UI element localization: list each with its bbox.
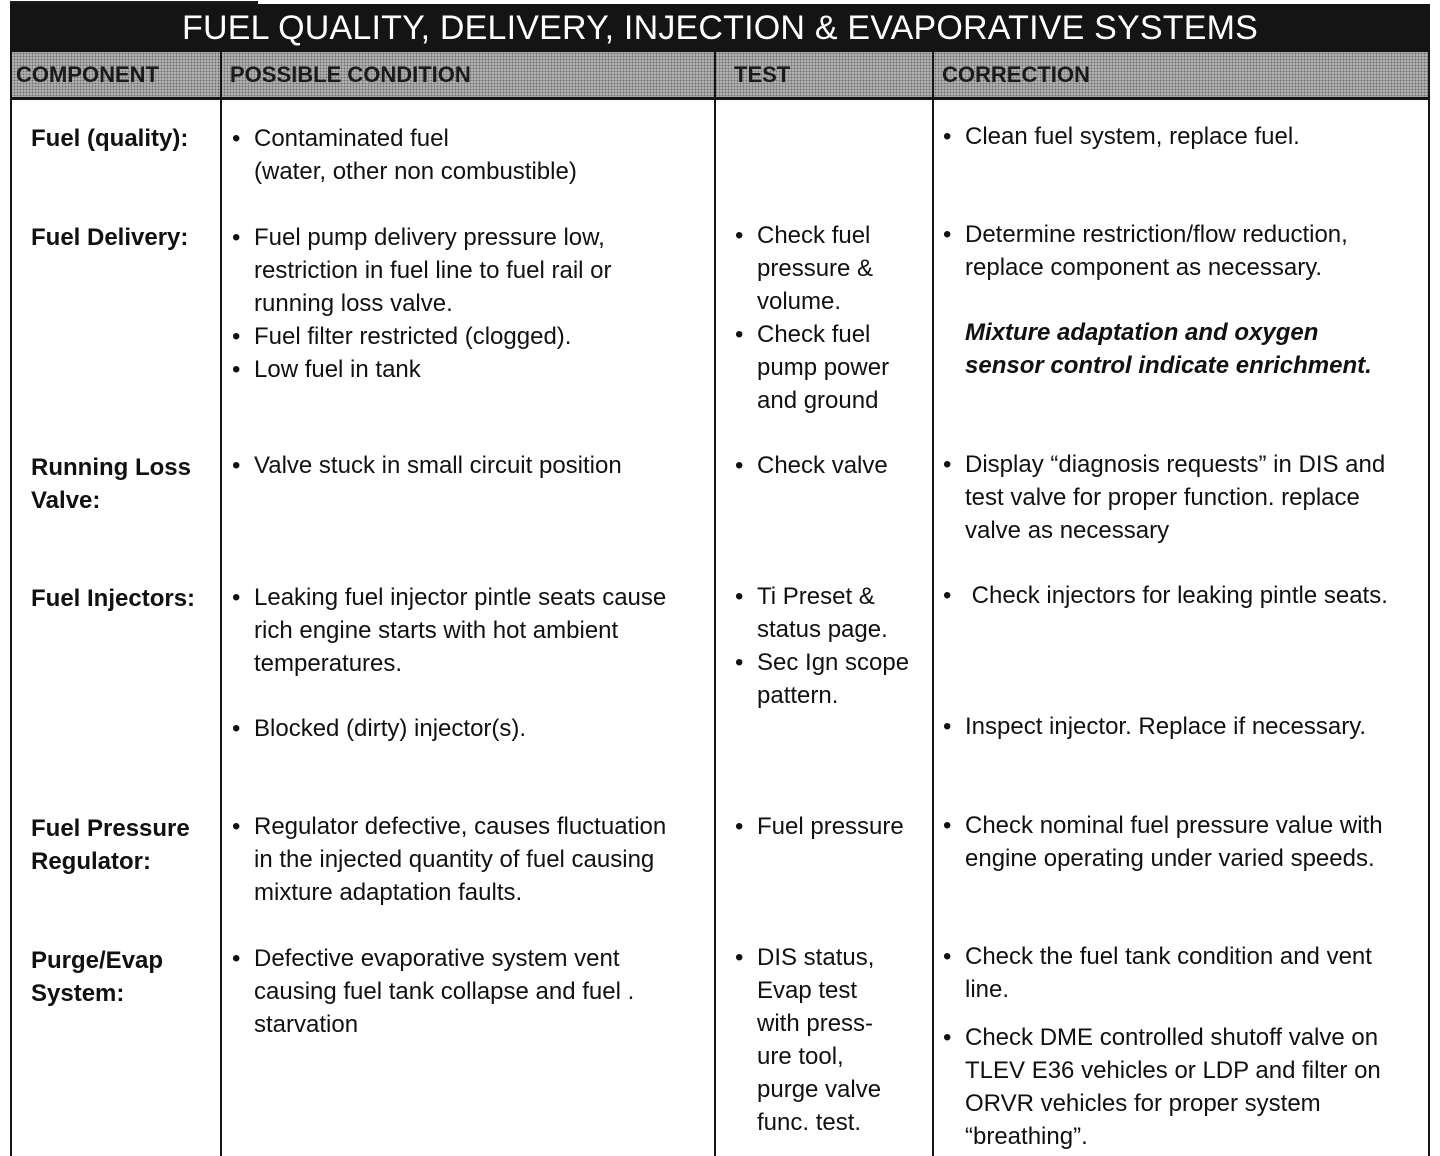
correction-item-continued: line. [965,976,1010,1003]
condition-item: • Fuel filter restricted (clogged). [232,320,612,353]
correction-cell [943,809,1383,875]
correction-item: • Check DME controlled shutoff valve on [943,1021,1381,1054]
header-row [10,52,1430,100]
correction-note [965,316,1372,382]
component-cell [31,812,190,878]
condition-cell [232,810,666,909]
header-possible-condition: POSSIBLE CONDITION [230,61,471,87]
test-item-continued: volume. [757,288,842,315]
correction-item: • Display “diagnosis requests” in DIS and [943,448,1385,481]
header-correction: CORRECTION [942,61,1090,87]
condition-item: • Regulator defective, causes fluctuation [232,810,666,843]
component-name-line: Fuel Delivery: [31,224,189,251]
component-cell [31,122,188,155]
condition-item: • Blocked (dirty) injector(s). [232,712,526,745]
test-item: • Check valve [735,449,888,482]
correction-item-continued: engine operating under varied speeds. [965,845,1375,872]
condition-item-continued: (water, other non combustible) [254,158,577,185]
test-item-continued: pattern. [757,682,839,709]
test-item: • Ti Preset & [735,580,909,613]
condition-item: • Contaminated fuel [232,122,577,155]
condition-item-continued: in the injected quantity of fuel causing [254,846,655,873]
correction-note-line: Mixture adaptation and oxygen [965,319,1319,346]
condition-item-continued: causing fuel tank collapse and fuel . [254,978,635,1005]
correction-cell [943,579,1388,612]
condition-item-continued: starvation [254,1011,359,1038]
test-item-continued: Evap test [757,977,858,1004]
correction-item-continued: ORVR vehicles for proper system [965,1090,1321,1117]
correction-item: • Determine restriction/flow reduction, [943,218,1348,251]
correction-cell [943,120,1300,153]
header-component: COMPONENT [16,61,159,87]
condition-item: • Defective evaporative system vent [232,942,634,975]
condition-cell [232,122,577,188]
correction-item: • Inspect injector. Replace if necessary. [943,710,1366,743]
condition-item-continued: mixture adaptation faults. [254,879,523,906]
condition-item-continued: rich engine starts with hot ambient [254,617,619,644]
test-item-continued: with press- [757,1010,874,1037]
right-border [1428,52,1430,1156]
test-item-continued: purge valve [757,1076,882,1103]
correction-item-continued: valve as necessary [965,517,1170,544]
condition-item-continued: temperatures. [254,650,403,677]
header-test: TEST [734,61,791,87]
test-item-continued: and ground [757,387,879,414]
component-name-line: Regulator: [31,848,151,875]
component-cell [31,582,195,615]
column-divider-3 [932,52,934,1156]
correction-item: • Check injectors for leaking pintle seats. [943,579,1388,612]
component-name-line: Purge/Evap [31,947,164,974]
component-cell [31,451,191,517]
test-cell [735,810,904,843]
correction-item: • Clean fuel system, replace fuel. [943,120,1300,153]
test-cell [735,580,909,712]
test-item-continued: pump power [757,354,890,381]
column-divider-1 [220,52,222,1156]
column-divider-2 [714,52,716,1156]
condition-item: • Low fuel in tank [232,353,612,386]
test-item: • Check fuel [735,219,889,252]
component-name-line: Fuel Injectors: [31,585,196,612]
correction-item: • Check nominal fuel pressure value with [943,809,1383,842]
condition-item: • Fuel pump delivery pressure low, [232,221,612,254]
component-name-line: Fuel (quality): [31,125,189,152]
left-border [10,52,12,1156]
correction-cell [943,1021,1381,1153]
test-item: • Check fuel [735,318,889,351]
test-item: • Sec Ign scope [735,646,909,679]
test-item-continued: func. test. [757,1109,862,1136]
correction-cell [943,940,1372,1006]
condition-cell [232,581,666,680]
test-item-continued: status page. [757,616,888,643]
test-cell [735,219,889,417]
correction-item-continued: replace component as necessary. [965,254,1323,281]
correction-cell [943,218,1348,284]
correction-item-continued: test valve for proper function. replace [965,484,1360,511]
table-title: FUEL QUALITY, DELIVERY, INJECTION & EVAPORATIVE SYSTEMS [10,4,1430,52]
correction-cell [943,710,1366,743]
correction-item-continued: TLEV E36 vehicles or LDP and filter on [965,1057,1381,1084]
condition-cell [232,449,622,482]
condition-item: • Leaking fuel injector pintle seats cause [232,581,666,614]
condition-item-continued: restriction in fuel line to fuel rail or [254,257,612,284]
test-item: • Fuel pressure [735,810,904,843]
correction-cell [943,448,1385,547]
component-cell [31,944,163,1010]
condition-cell [232,942,634,1041]
component-name-line: Fuel Pressure [31,815,190,842]
condition-cell [232,221,612,386]
condition-item: • Valve stuck in small circuit position [232,449,622,482]
test-item: • DIS status, [735,941,881,974]
correction-item: • Check the fuel tank condition and vent [943,940,1372,973]
test-cell [735,941,881,1139]
component-name-line: System: [31,980,125,1007]
component-cell [31,221,188,254]
test-item-continued: pressure & [757,255,874,282]
condition-item-continued: running loss valve. [254,290,453,317]
test-item-continued: ure tool, [757,1043,844,1070]
component-name-line: Running Loss [31,454,191,481]
component-name-line: Valve: [31,487,101,514]
test-cell [735,449,888,482]
correction-note-line: sensor control indicate enrichment. [965,352,1372,379]
correction-item-continued: “breathing”. [965,1123,1088,1150]
condition-cell [232,712,526,745]
